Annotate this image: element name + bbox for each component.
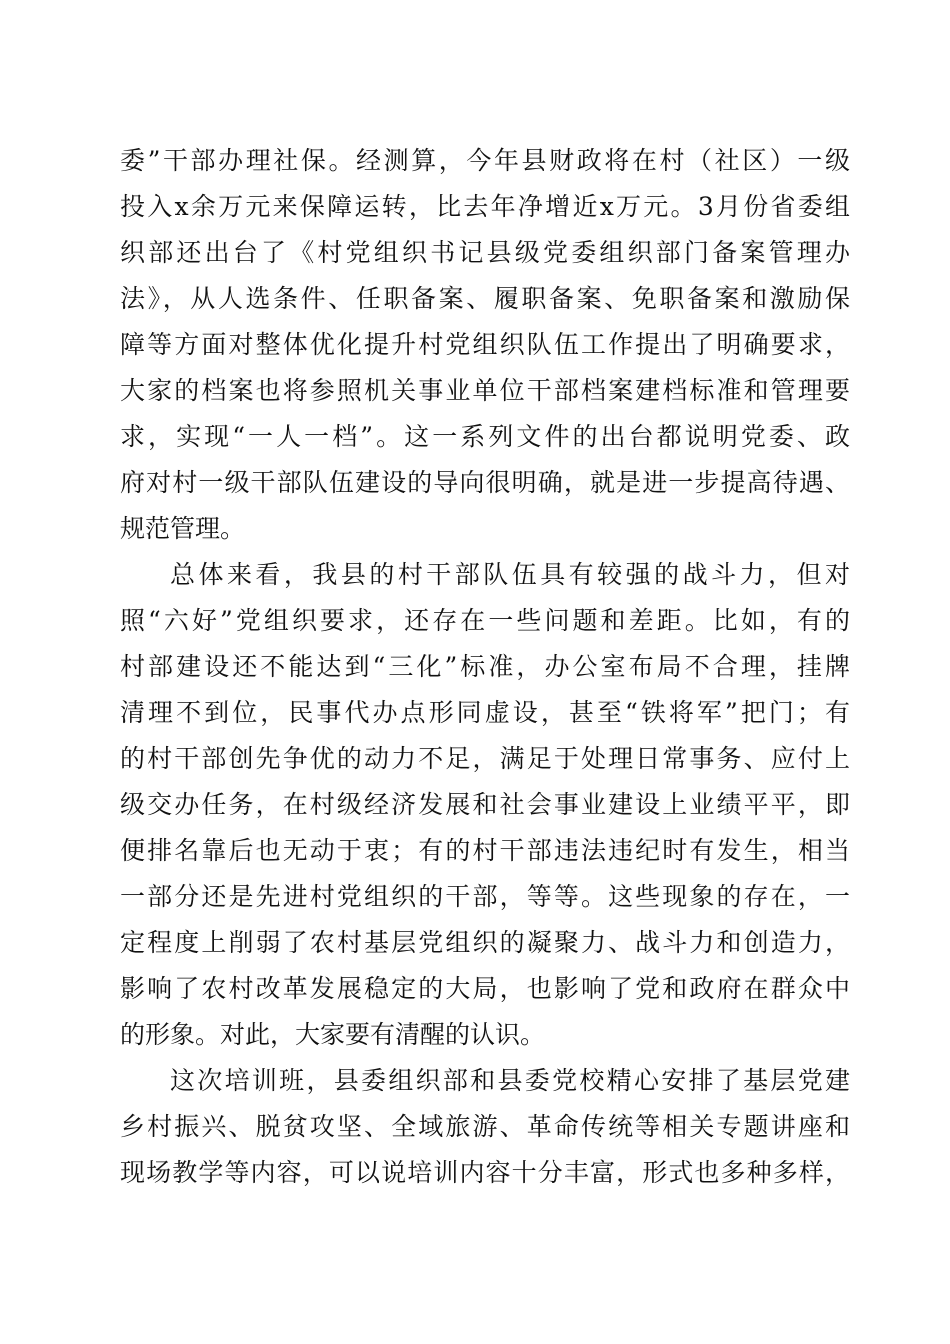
paragraph-1-line-8: 府对村一级干部队伍建设的导向很明确，就是进一步提高待遇、 bbox=[120, 468, 850, 497]
paragraph-1 bbox=[120, 138, 850, 552]
paragraph-2-line-8: 一部分还是先进村党组织的干部，等等。这些现象的存在，一 bbox=[120, 882, 850, 911]
paragraph-3 bbox=[120, 1058, 850, 1196]
paragraph-1-line-1: 委”干部办理社保。经测算，今年县财政将在村（社区）一级 bbox=[120, 146, 850, 175]
paragraph-1-line-3: 织部还出台了《村党组织书记县级党委组织部门备案管理办 bbox=[120, 238, 850, 267]
paragraph-1-line-5: 障等方面对整体优化提升村党组织队伍工作提出了明确要求， bbox=[120, 330, 850, 359]
document-body bbox=[120, 138, 850, 1196]
paragraph-3-line-3: 现场教学等内容，可以说培训内容十分丰富，形式也多种多样， bbox=[120, 1158, 850, 1187]
paragraph-3-line-2: 乡村振兴、脱贫攻坚、全域旅游、革命传统等相关专题讲座和 bbox=[120, 1112, 850, 1141]
paragraph-1-line-2: 投入x余万元来保障运转，比去年净增近x万元。3月份省委组 bbox=[120, 192, 850, 221]
paragraph-1-line-4: 法》，从人选条件、任职备案、履职备案、免职备案和激励保 bbox=[120, 284, 850, 313]
paragraph-2-line-9: 定程度上削弱了农村基层党组织的凝聚力、战斗力和创造力， bbox=[120, 928, 850, 957]
paragraph-2-line-3: 村部建设还不能达到“三化”标准，办公室布局不合理，挂牌 bbox=[120, 652, 850, 681]
paragraph-2-line-11: 的形象。对此，大家要有清醒的认识。 bbox=[120, 1020, 546, 1049]
paragraph-2-line-5: 的村干部创先争优的动力不足，满足于处理日常事务、应付上 bbox=[120, 744, 850, 773]
paragraph-2-line-1: 总体来看，我县的村干部队伍具有较强的战斗力，但对 bbox=[170, 560, 850, 589]
paragraph-2-line-2: 照“六好”党组织要求，还存在一些问题和差距。比如，有的 bbox=[120, 606, 850, 635]
paragraph-2-line-7: 便排名靠后也无动于衷；有的村干部违法违纪时有发生，相当 bbox=[120, 836, 850, 865]
paragraph-1-line-7: 求，实现“一人一档”。这一系列文件的出台都说明党委、政 bbox=[120, 422, 850, 451]
paragraph-1-line-9: 规范管理。 bbox=[120, 514, 246, 543]
paragraph-2 bbox=[120, 552, 850, 1058]
paragraph-2-line-6: 级交办任务，在村级经济发展和社会事业建设上业绩平平，即 bbox=[120, 790, 850, 819]
paragraph-2-line-10: 影响了农村改革发展稳定的大局，也影响了党和政府在群众中 bbox=[120, 974, 850, 1003]
paragraph-3-line-1: 这次培训班，县委组织部和县委党校精心安排了基层党建 bbox=[170, 1066, 850, 1095]
paragraph-2-line-4: 清理不到位，民事代办点形同虚设，甚至“铁将军”把门；有 bbox=[120, 698, 850, 727]
paragraph-1-line-6: 大家的档案也将参照机关事业单位干部档案建档标准和管理要 bbox=[120, 376, 850, 405]
